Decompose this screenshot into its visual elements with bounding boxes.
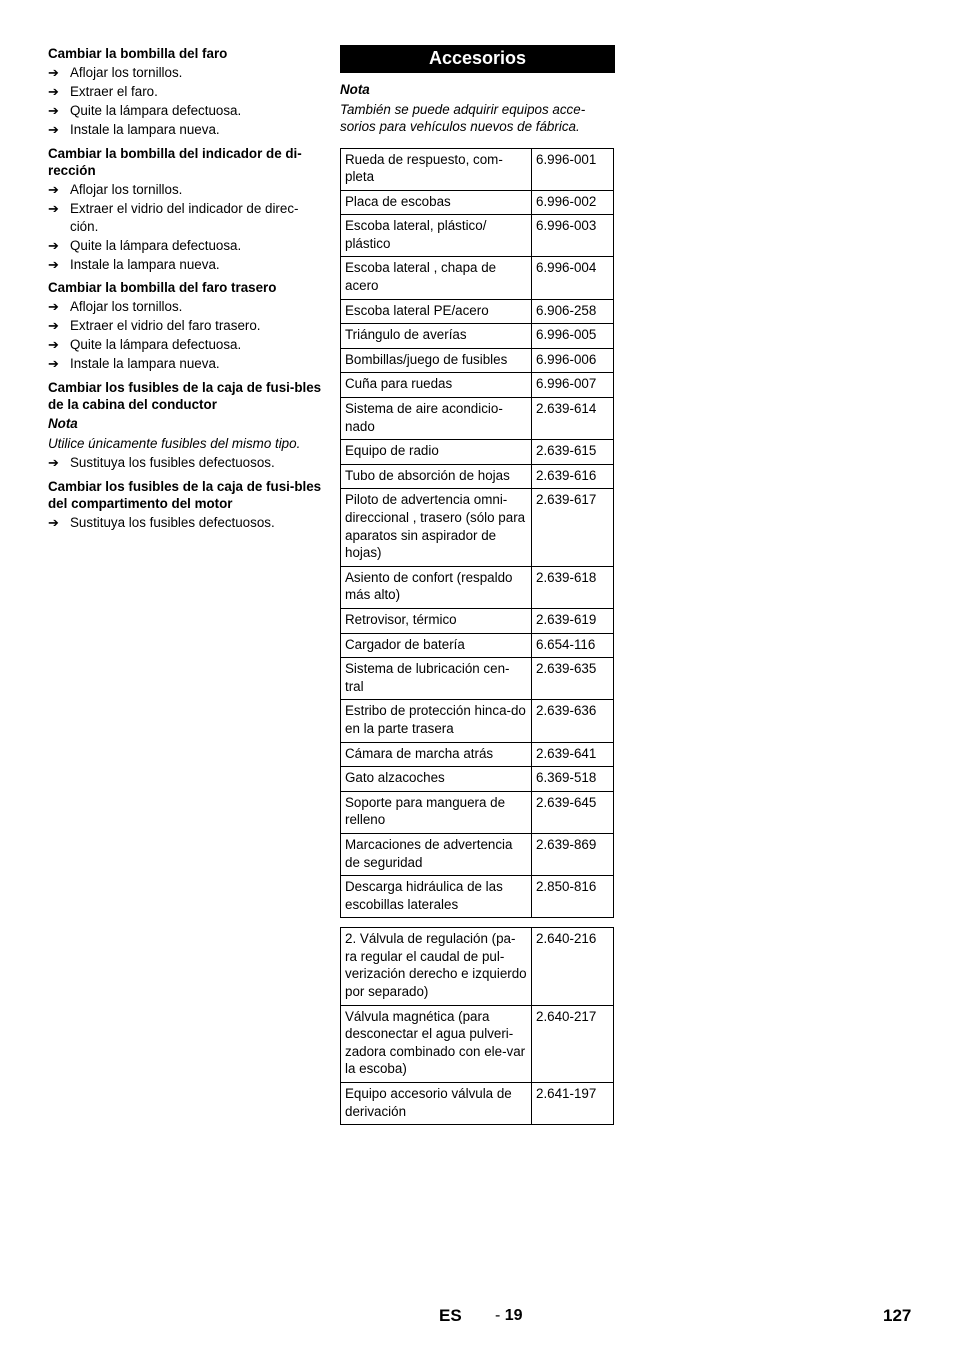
arrow-right-icon: ➔ [48,256,59,272]
accessories-table [340,148,614,919]
step-item: ➔ Sustituya los fusibles defectuosos. [48,455,275,470]
table-row [341,257,614,299]
step-item: ➔ Aflojar los tornillos. [48,299,183,314]
table-row [341,398,614,440]
accessory-description: Equipo de radio [341,440,532,465]
part-number: 6.996-002 [532,190,614,215]
accessory-description: Escoba lateral, plástico/ plástico [341,215,532,257]
accessory-description: Escoba lateral , chapa de acero [341,257,532,299]
accessory-description: Rueda de respuesto, com-pleta [341,148,532,190]
accessories-table-2 [340,927,614,1125]
accessory-description: Escoba lateral PE/acero [341,299,532,324]
footer-page-number: 127 [883,1306,912,1325]
heading-fusibles-motor: Cambiar los fusibles de la caja de fusi-bles del compartimento del motor [48,478,322,511]
step-item: ➔ Extraer el vidrio del indicador de direc-ción. [48,201,299,234]
accessory-description: Cuña para ruedas [341,373,532,398]
footer-language: ES [439,1306,462,1325]
table-row [341,190,614,215]
arrow-right-icon: ➔ [48,337,59,352]
accessory-description: Gato alzacoches [341,767,532,792]
heading-fusibles-cabina: Cambiar los fusibles de la caja de fusi-bles de la cabina del conductor [48,379,322,412]
accessory-description: Retrovisor, térmico [341,608,532,633]
arrow-right-icon: ➔ [48,122,59,137]
part-number: 2.639-645 [532,791,614,833]
table-row [341,566,614,608]
accessory-description: Marcaciones de advertencia de seguridad [341,833,532,875]
step-item: ➔ Quite la lámpara defectuosa. [48,337,242,352]
step-item: ➔ Extraer el vidrio del faro trasero. [48,318,261,333]
table-row [341,373,614,398]
arrow-right-icon: ➔ [48,515,59,530]
nota-label: Nota [48,415,78,431]
table-row [341,464,614,489]
step-item: ➔ Sustituya los fusibles defectuosos. [48,515,275,530]
part-number: 2.639-641 [532,742,614,767]
arrow-right-icon: ➔ [48,65,59,80]
part-number: 6.996-004 [532,257,614,299]
accessory-description: Triángulo de averías [341,324,532,349]
part-number: 2.639-614 [532,398,614,440]
step-item: ➔ Instale la lampara nueva. [48,356,220,371]
table-row [341,700,614,742]
part-number: 2.639-615 [532,440,614,465]
step-item: ➔ Instale la lampara nueva. [48,122,220,137]
table-row [341,608,614,633]
table-row [341,348,614,373]
table-row [341,767,614,792]
table-row [341,489,614,566]
step-item: ➔ Instale la lampara nueva. [48,256,220,272]
arrow-right-icon: ➔ [48,299,59,314]
table-row [341,791,614,833]
part-number: 2.640-216 [532,928,614,1005]
table-row [341,928,614,1005]
table-row [341,215,614,257]
right-column [340,45,615,1125]
nota-text: También se puede adquirir equipos acce-sorios para vehículos nuevos de fábrica. [340,101,586,134]
arrow-right-icon: ➔ [48,182,59,197]
step-item: ➔ Aflojar los tornillos. [48,182,183,197]
heading-indicador: Cambiar la bombilla del indicador de di-rección [48,145,302,178]
accessory-description: Piloto de advertencia omni-direccional , trasero (sólo para aparatos sin aspirador de hojas) [341,489,532,566]
arrow-right-icon: ➔ [48,455,59,470]
arrow-right-icon: ➔ [48,237,59,253]
accessory-description: Descarga hidráulica de las escobillas laterales [341,876,532,918]
accessory-description: Tubo de absorción de hojas [341,464,532,489]
table-row [341,833,614,875]
table-row [341,440,614,465]
accessory-description: Soporte para manguera de relleno [341,791,532,833]
accessory-description: Cargador de batería [341,633,532,658]
table-row [341,742,614,767]
footer-section-page: - 19 [495,1307,523,1324]
part-number: 6.996-007 [532,373,614,398]
part-number: 6.906-258 [532,299,614,324]
section-title: Accesorios [340,45,615,73]
steps-indicador [48,181,323,273]
part-number: 2.641-197 [532,1083,614,1125]
heading-faro: Cambiar la bombilla del faro [48,46,228,61]
nota-label: Nota [340,82,370,97]
accessory-description: 2. Válvula de regulación (pa-ra regular el caudal de pul-verización derecho e izquierdo por separado) [341,928,532,1005]
table-row [341,1005,614,1082]
part-number: 6.996-006 [532,348,614,373]
part-number: 2.639-619 [532,608,614,633]
step-item: ➔ Aflojar los tornillos. [48,65,183,80]
step-item: ➔ Extraer el faro. [48,84,158,99]
part-number: 2.640-217 [532,1005,614,1082]
table-row [341,1083,614,1125]
part-number: 6.369-518 [532,767,614,792]
table-row [341,658,614,700]
part-number: 2.639-869 [532,833,614,875]
accessory-description: Sistema de aire acondicio-nado [341,398,532,440]
table-row [341,876,614,918]
accessory-description: Bombillas/juego de fusibles [341,348,532,373]
accessory-description: Válvula magnética (para desconectar el agua pulveri-zadora combinado con ele-var la escoba) [341,1005,532,1082]
part-number: 2.639-635 [532,658,614,700]
arrow-right-icon: ➔ [48,84,59,99]
accessory-description: Placa de escobas [341,190,532,215]
table-row [341,299,614,324]
arrow-right-icon: ➔ [48,356,59,371]
table-row [341,633,614,658]
part-number: 2.639-618 [532,566,614,608]
left-column [48,45,323,532]
accessory-description: Equipo accesorio válvula de derivación [341,1083,532,1125]
part-number: 2.639-636 [532,700,614,742]
part-number: 6.996-005 [532,324,614,349]
part-number: 6.996-001 [532,148,614,190]
accessory-description: Sistema de lubricación cen-tral [341,658,532,700]
part-number: 6.654-116 [532,633,614,658]
step-item: ➔ Quite la lámpara defectuosa. [48,237,242,253]
nota-text: Utilice únicamente fusibles del mismo tipo. [48,436,301,451]
part-number: 2.639-617 [532,489,614,566]
part-number: 2.639-616 [532,464,614,489]
accessory-description: Cámara de marcha atrás [341,742,532,767]
accessory-description: Estribo de protección hinca-do en la parte trasera [341,700,532,742]
accessory-description: Asiento de confort (respaldo más alto) [341,566,532,608]
table-row [341,148,614,190]
heading-faro-trasero: Cambiar la bombilla del faro trasero [48,280,277,295]
table-row [341,324,614,349]
part-number: 2.850-816 [532,876,614,918]
part-number: 6.996-003 [532,215,614,257]
steps-faro [48,64,323,139]
arrow-right-icon: ➔ [48,103,59,118]
arrow-right-icon: ➔ [48,318,59,333]
arrow-right-icon: ➔ [48,201,59,216]
step-item: ➔ Quite la lámpara defectuosa. [48,103,242,118]
steps-faro-trasero [48,298,323,373]
